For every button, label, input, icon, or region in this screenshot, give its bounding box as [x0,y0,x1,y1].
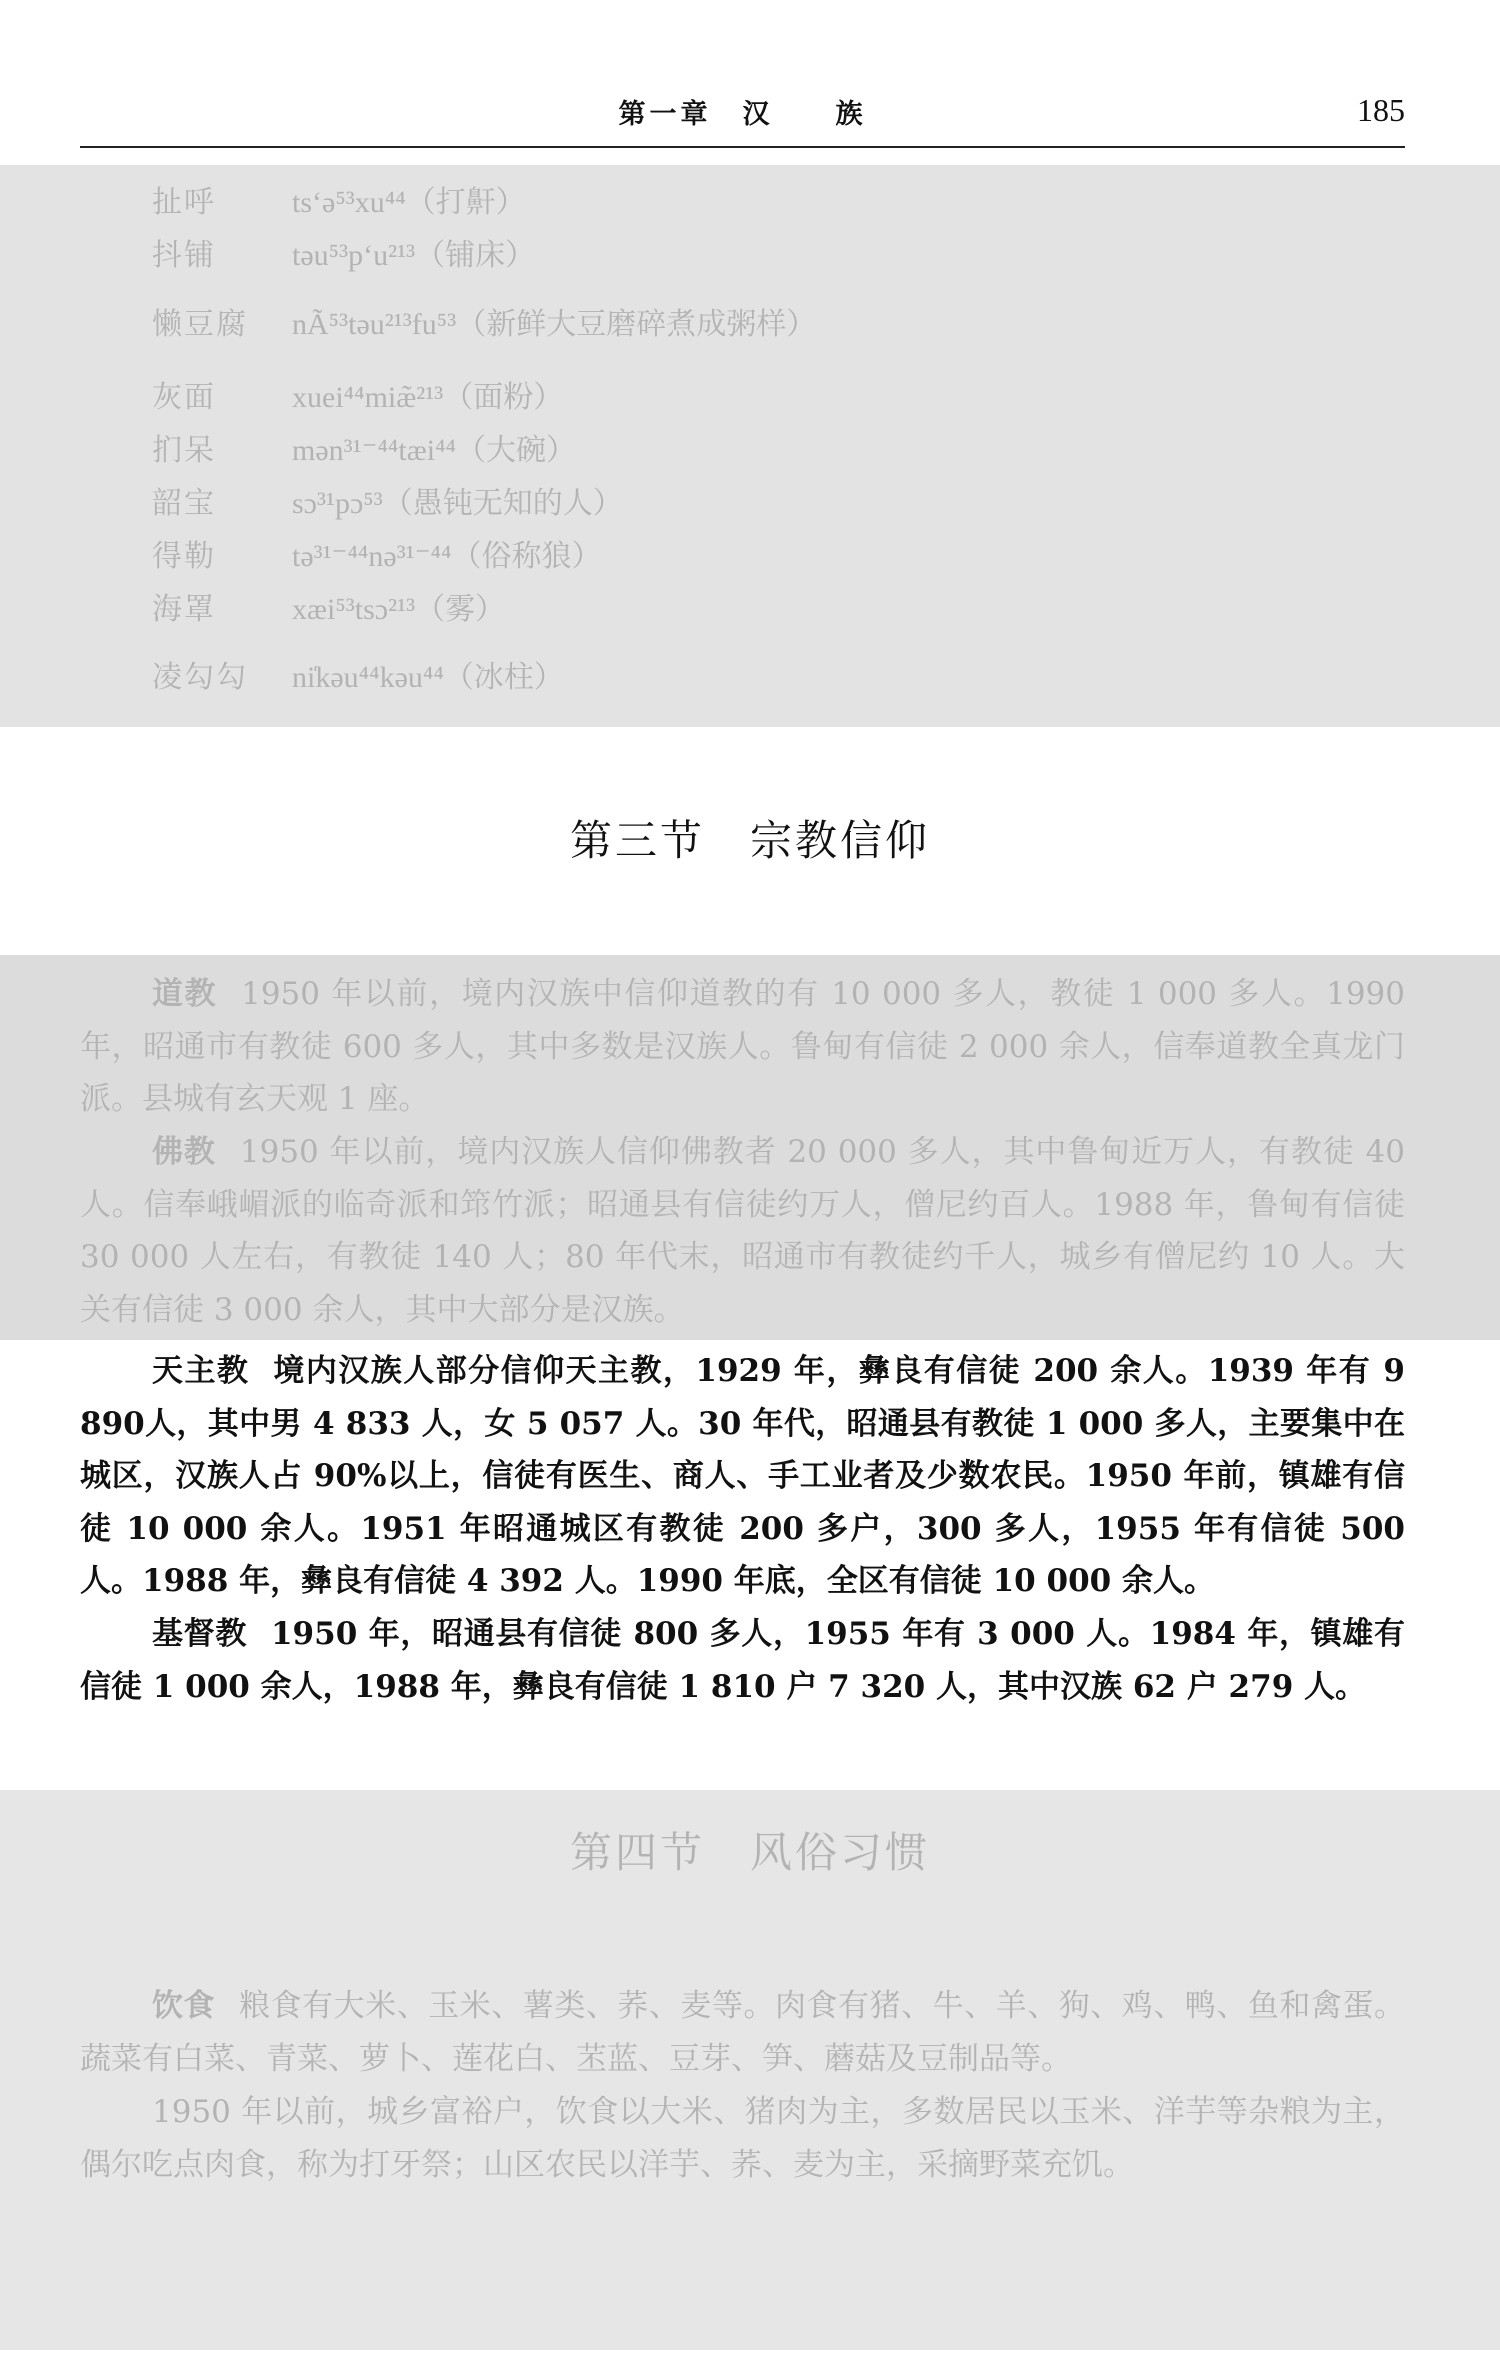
running-head: 第一章 汉 族 [618,99,867,130]
vocab-ipa: nÃ⁵³təu²¹³fu⁵³（新鲜大豆磨碎煮成粥样） [292,308,817,341]
vocab-term: 韶宝 [152,486,216,521]
paragraph-text: 1950 年，昭通县有信徒 800 多人，1955 年有 3 000 人。1984 年，镇雄有信徒 1 000 余人，1988 年，彝良有信徒 1 810 户 7 320 人，其中汉族 62 户 279 人。 [80,1616,1405,1705]
paragraph-text: 粮食有大米、玉米、薯类、荞、麦等。肉食有猪、牛、羊、狗、鸡、鸭、鱼和禽蛋。蔬菜有白菜、青菜、萝卜、莲花白、苤蓝、豆芽、笋、蘑菇及豆制品等。 [80,1988,1406,2077]
paragraph-keyword: 饮食 [152,1988,216,2024]
paragraph-text: 1950 年以前，境内汉族人信仰佛教者 20 000 多人，其中鲁甸近万人，有教徒 40 人。信奉峨嵋派的临奇派和筇竹派；昭通县有信徒约万人，僧尼约百人。1988 年，鲁甸有信徒 30 000 人左右，有教徒 140 人；80 年代末，昭通市有教徒约千人，城乡有僧尼约 10 人。大关有信徒 3 000 余人，其中大部分是汉族。 [80,1134,1405,1328]
paragraph-taoism [80,968,1405,1126]
header-rule [80,146,1405,148]
paragraph-text: 境内汉族人部分信仰天主教，1929 年，彝良有信徒 200 余人。1939 年有 9 890人，其中男 4 833 人，女 5 057 人。30 年代，昭通县有教徒 1 000 多人，主要集中在城区，汉族人占 90%以上，信徒有医生、商人、手工业者及少数农民。1950 年前，镇雄有信徒 10 000 余人。1951 年昭通城区有教徒 200 多户，300 多人，1955 年有信徒 500 人。1988 年，彝良有信徒 4 392 人。1990 年底，全区有信徒 10 000 余人。 [80,1353,1405,1599]
paragraph-keyword: 天主教 [152,1353,250,1389]
vocab-row [152,658,564,698]
vocab-row [152,431,576,471]
paragraph-buddhism [80,1126,1405,1336]
vocab-ipa: tə³¹⁻⁴⁴nə³¹⁻⁴⁴（俗称狼） [292,540,602,573]
paragraph-catholicism [80,1345,1405,1608]
paragraph-text: 1950 年以前，城乡富裕户，饮食以大米、猪肉为主，多数居民以玉米、洋芋等杂粮为主，偶尔吃点肉食，称为打牙祭；山区农民以洋芋、荞、麦为主，采摘野菜充饥。 [80,2094,1405,2183]
vocab-term: 凌勾勾 [152,660,248,695]
vocab-row [152,590,505,630]
vocab-ipa: sɔ³¹pɔ⁵³（愚钝无知的人） [292,487,623,520]
vocab-ipa: xuei⁴⁴miæ̃²¹³（面粉） [292,381,564,414]
section-title-customs: 第四节 风俗习惯 [569,1828,930,1877]
vocab-term: 扯呼 [152,185,216,220]
vocab-row [152,236,535,276]
vocab-term: 扪呆 [152,433,216,468]
vocab-term: 灰面 [152,380,216,415]
vocab-term: 懒豆腐 [152,307,248,342]
paragraph-keyword: 道教 [152,976,218,1012]
vocab-row [152,378,563,418]
paragraph-diet [80,1980,1405,2085]
vocab-ipa: təu⁵³p‘u²¹³（铺床） [292,239,536,272]
vocab-ipa: mən³¹⁻⁴⁴tæi⁴⁴（大碗） [292,434,576,467]
paragraph-text: 1950 年以前，境内汉族中信仰道教的有 10 000 多人，教徒 1 000 多人。1990 年，昭通市有教徒 600 多人，其中多数是汉族人。鲁甸有信徒 2 000 余人，信奉道教全真龙门派。县城有玄天观 1 座。 [80,976,1405,1117]
paragraph-keyword: 佛教 [152,1134,216,1170]
page-header [80,92,1405,152]
vocab-row [152,537,601,577]
paragraph-keyword: 基督教 [152,1616,247,1652]
vocab-row [152,305,816,345]
paragraph-diet-history [80,2086,1405,2191]
vocab-row [152,484,623,524]
paragraph-protestantism [80,1608,1405,1713]
vocab-term: 得勒 [152,539,216,574]
vocab-term: 海罩 [152,592,216,627]
vocab-row [152,183,526,223]
vocab-term: 抖铺 [152,238,216,273]
vocab-ipa: xæi⁵³tsɔ²¹³（雾） [292,593,506,626]
page-number: 185 [1357,92,1405,128]
vocab-ipa: ts‘ə⁵³xu⁴⁴（打鼾） [292,186,526,219]
vocab-ipa: ni̍kəu⁴⁴kəu⁴⁴（冰柱） [292,661,564,694]
section-title-religion: 第三节 宗教信仰 [569,816,930,865]
